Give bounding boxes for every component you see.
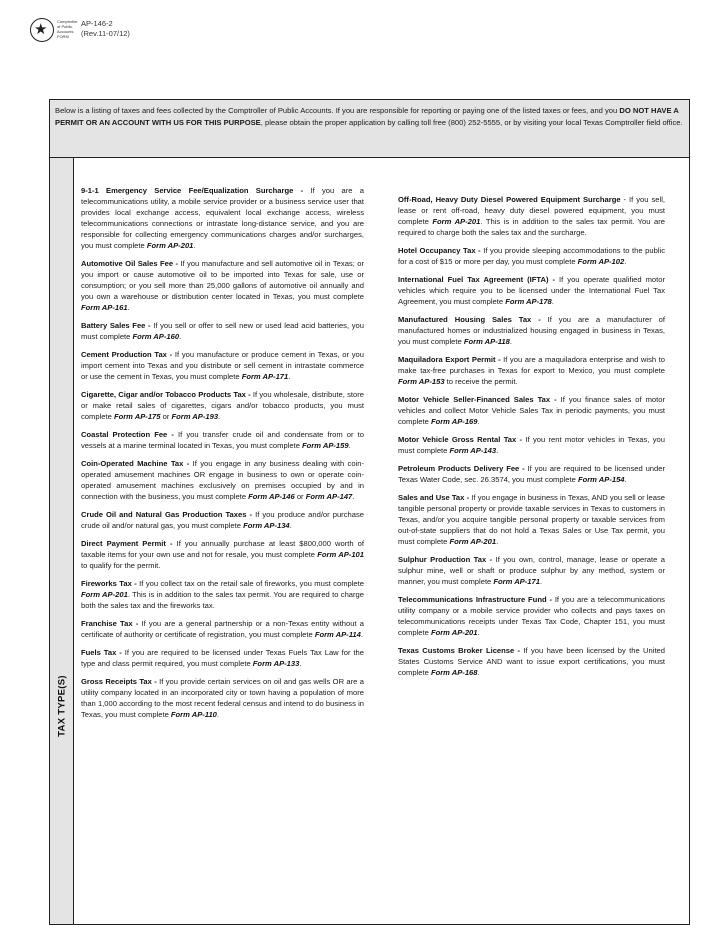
entry-title: Petroleum Products Delivery Fee - bbox=[398, 464, 525, 473]
entry-connector: or bbox=[160, 412, 172, 421]
entry-title: Fireworks Tax - bbox=[81, 579, 137, 588]
entry-text: If you are a manufacturer of manufactured homes or industrialized housing engaged in business in Texas, you must complete bbox=[398, 315, 665, 346]
entry-text-end: . bbox=[539, 577, 543, 586]
form-reference: Form AP-193 bbox=[171, 412, 219, 421]
entry-text: If you are a general partnership or a non-Texas entity without a certificate of authority or certificate of registration, you must complete bbox=[81, 619, 364, 639]
intro-box bbox=[50, 100, 689, 158]
entry-text-end: . bbox=[496, 537, 499, 546]
intro-emphasis: DO NOT HAVE A PERMIT OR AN ACCOUNT WITH US FOR THIS PURPOSE bbox=[55, 106, 679, 128]
entry-title: Sulphur Production Tax - bbox=[398, 555, 493, 564]
entry-text: If you finance sales of motor vehicles and collect Motor Vehicle Sales Tax in periodic payments, you must complete bbox=[398, 395, 665, 426]
entry-title: Hotel Occupancy Tax - bbox=[398, 246, 481, 255]
entry-text-end: . bbox=[352, 492, 355, 501]
entry-text: If you annually purchase at least $800,000 worth of taxable items for your own use and not for resale, you must complete bbox=[81, 539, 365, 559]
entry-text-end: . This is in addition to the sales tax permit. You are required to charge both the sales tax and the fireworks tax. bbox=[81, 590, 365, 610]
form-reference: Form AP-171 bbox=[493, 577, 540, 586]
tax-entry bbox=[398, 645, 665, 678]
right-column bbox=[398, 194, 665, 685]
entry-title: Direct Payment Permit - bbox=[81, 539, 173, 548]
tax-entry bbox=[81, 389, 364, 422]
star-icon: ★ bbox=[34, 21, 48, 38]
form-reference: Form AP-143 bbox=[449, 446, 497, 455]
agency-name: Comptroller of Public Accounts FORM bbox=[57, 19, 78, 39]
tax-entry bbox=[398, 314, 665, 347]
entry-connector: or bbox=[294, 492, 306, 501]
form-reference: Form AP-101 bbox=[317, 550, 364, 559]
tax-entry bbox=[81, 320, 364, 342]
tax-entry bbox=[398, 554, 665, 587]
entry-title: Crude Oil and Natural Gas Production Taxes - bbox=[81, 510, 253, 519]
form-reference: Form AP-154 bbox=[577, 475, 625, 484]
entry-text: If you provide sleeping accommodations to the public for a cost of $15 or more per day, you must complete bbox=[398, 246, 665, 266]
entry-title: Texas Customs Broker License - bbox=[398, 646, 521, 655]
form-reference: Form AP-114 bbox=[314, 630, 361, 639]
entry-title: Automotive Oil Sales Fee - bbox=[81, 259, 178, 268]
form-number: AP-146-2 bbox=[81, 19, 113, 28]
form-reference: Form AP-201 bbox=[432, 217, 481, 226]
tax-entry bbox=[398, 354, 665, 387]
form-reference: Form AP-161 bbox=[81, 303, 128, 312]
form-reference: Form AP-134 bbox=[243, 521, 290, 530]
tax-entry bbox=[81, 185, 364, 251]
entry-text: If you manufacture and sell automotive oil in Texas; or you import or cause automotive oil to be imported into Texas for sale, use or consumption; or you sell more than 25,000 gallons of automotive oil annually and you own a warehouse or distribution center located in Texas, you must complete bbox=[81, 259, 364, 301]
entry-text: If you own, control, manage, lease or operate a sulphur mine, well or shaft or produce sulphur by any method, system or manner, you must complete bbox=[398, 555, 665, 586]
entry-text: - If you sell, lease or rent off-road, heavy duty diesel powered equipment, you must complete bbox=[398, 195, 665, 226]
entry-text: If you provide certain services on oil and gas wells OR are a utility company located in an incorporated city or town having a population of more than 1,000 according to the most recent federal census and intend to do business in Texas, you must complete bbox=[81, 677, 364, 719]
entry-text-end: . bbox=[477, 668, 480, 677]
tax-entry bbox=[81, 349, 364, 382]
form-number-block bbox=[81, 19, 130, 39]
entry-text: If you are a telecommunications utility, a mobile service provider or a business service user that provides local exchange access, equivalent local exchange access, wireless telecommunications connections or intrastate long-distance service, and you are responsible for collecting emergency communications charges and/or surcharges, you must complete bbox=[81, 186, 365, 250]
tax-entry bbox=[81, 509, 364, 531]
entry-text-end: to qualify for the permit. bbox=[81, 561, 161, 570]
entry-text-end: . bbox=[289, 521, 292, 530]
form-reference: Form AP-118 bbox=[463, 337, 510, 346]
entry-text-end: . bbox=[477, 417, 480, 426]
form-reference: Form AP-160 bbox=[132, 332, 180, 341]
tax-entry bbox=[398, 492, 665, 547]
entry-title: Motor Vehicle Seller-Financed Sales Tax - bbox=[398, 395, 557, 404]
entry-text-end: . This is in addition to the sales tax permit. You are required to charge both the sales tax and the surcharge. bbox=[398, 217, 665, 237]
entry-text: If you produce and/or purchase crude oil and/or natural gas, you must complete bbox=[81, 510, 364, 530]
entry-text-end: . bbox=[624, 475, 627, 484]
entry-text-end: . bbox=[496, 446, 499, 455]
entry-title: Manufactured Housing Sales Tax - bbox=[398, 315, 541, 324]
entry-title: Telecommunications Infrastructure Fund - bbox=[398, 595, 552, 604]
entry-title: Gross Receipts Tax - bbox=[81, 677, 157, 686]
intro-text-end: , please obtain the proper application by calling toll free (800) 252-5555, or by visiting your local Texas Comptroller field office. bbox=[260, 118, 683, 128]
form-revision: (Rev.11-07/12) bbox=[81, 29, 130, 38]
entry-text-end: . bbox=[216, 710, 220, 719]
entry-title: 9-1-1 Emergency Service Fee/Equalization Surcharge - bbox=[81, 186, 304, 195]
form-reference: Form AP-102 bbox=[577, 257, 625, 266]
tax-entry bbox=[81, 538, 364, 571]
entry-text-end: . bbox=[193, 241, 196, 250]
form-reference: Form AP-201 bbox=[449, 537, 497, 546]
entry-title: Motor Vehicle Gross Rental Tax - bbox=[398, 435, 523, 444]
entry-text: If you operate qualified motor vehicles which require you to be licensed under the International Fuel Tax Agreement, you must complete bbox=[398, 275, 665, 306]
entry-text-end: . bbox=[299, 659, 302, 668]
entry-title: Sales and Use Tax - bbox=[398, 493, 470, 502]
tax-entry bbox=[81, 458, 364, 502]
entry-text: If you have been licensed by the United States Customs Service AND want to issue export certifications, you must complete bbox=[398, 646, 665, 677]
form-reference: Form AP-133 bbox=[252, 659, 300, 668]
entry-text: If you collect tax on the retail sale of fireworks, you must complete bbox=[136, 579, 364, 588]
tax-type-label: TAX TYPE(S) bbox=[56, 675, 68, 737]
entry-text-end: to receive the permit. bbox=[444, 377, 518, 386]
entry-text: If you sell or offer to sell new or used lead acid batteries, you must complete bbox=[81, 321, 364, 341]
form-reference: Form AP-153 bbox=[398, 377, 445, 386]
form-reference: Form AP-110 bbox=[170, 710, 217, 719]
tax-entry bbox=[398, 394, 665, 427]
form-reference: Form AP-159 bbox=[302, 441, 349, 450]
entry-text: If you engage in any business dealing with coin-operated amusement machines OR engage in business to own or operate coin-operated amusement machines exclusively on premises occupied by and in connection with the business, you must complete bbox=[81, 459, 364, 501]
form-reference: Form AP-168 bbox=[430, 668, 478, 677]
entry-text-end: . bbox=[624, 257, 627, 266]
entry-title: Coin-Operated Machine Tax - bbox=[81, 459, 190, 468]
entry-text: If you are required to be licensed under Texas Water Code, sec. 26.3574, you must complete bbox=[398, 464, 665, 484]
entry-text-end: . bbox=[509, 337, 512, 346]
entry-text-end: . bbox=[218, 412, 221, 421]
tax-entry bbox=[398, 245, 665, 267]
form-reference: Form AP-171 bbox=[241, 372, 289, 381]
form-reference: Form AP-147 bbox=[305, 492, 353, 501]
tax-entry bbox=[81, 429, 364, 451]
form-reference: Form AP-201 bbox=[430, 628, 478, 637]
tax-entry bbox=[398, 434, 665, 456]
left-column bbox=[81, 185, 364, 727]
intro-text: Below is a listing of taxes and fees collected by the Comptroller of Public Accounts. If you are responsible for reporting or paying one of the listed taxes or fees, and you bbox=[55, 106, 620, 115]
form-reference: Form AP-175 bbox=[113, 412, 161, 421]
entry-title: Cement Production Tax - bbox=[81, 350, 173, 359]
entry-title: Off-Road, Heavy Duty Diesel Powered Equipment Surcharge bbox=[398, 195, 621, 204]
entry-text-end: . bbox=[477, 628, 480, 637]
entry-title: Fuels Tax - bbox=[81, 648, 122, 657]
form-reference: Form AP-201 bbox=[146, 241, 194, 250]
tax-entry bbox=[398, 274, 665, 307]
entry-text-end: . bbox=[348, 441, 351, 450]
entry-text: If you wholesale, distribute, store or make retail sales of cigarettes, cigars and/or tobacco products, you must complete bbox=[81, 390, 364, 421]
form-reference: Form AP-201 bbox=[81, 590, 128, 599]
entry-title: Battery Sales Fee - bbox=[81, 321, 151, 330]
entry-text-end: . bbox=[551, 297, 554, 306]
tax-entry bbox=[81, 676, 364, 720]
entry-title: Franchise Tax - bbox=[81, 619, 139, 628]
tax-entry bbox=[81, 578, 364, 611]
entry-text-end: . bbox=[179, 332, 182, 341]
entry-text: If you are a telecommunications utility company or a mobile service provider who collects and pays taxes on telecommunications receipts under Texas Tax Code, Chapter 151, you must complete bbox=[398, 595, 665, 637]
entry-text: If you rent motor vehicles in Texas, you must complete bbox=[398, 435, 665, 455]
entry-text: If you transfer crude oil and condensate from or to vessels at a marine terminal located in Texas, you must complete bbox=[81, 430, 364, 450]
entry-text: If you are required to be licensed under Texas Fuels Tax Law for the type and class permit required, you must complete bbox=[81, 648, 364, 668]
tax-entry bbox=[398, 594, 665, 638]
form-reference: Form AP-178 bbox=[505, 297, 552, 306]
entry-text: If you engage in business in Texas, AND you sell or lease tangible personal property or provide taxable services in Texas to customers in Texas, and/or you acquire tangible personal property or taxable services from out-of-state suppliers that do not hold a Texas Sales or Use Tax permit, you must complete bbox=[398, 493, 665, 546]
entry-text: If you manufacture or produce cement in Texas, or you import cement into Texas and you distribute or sell cement in intrastate commerce or use the cement in Texas, you must complete bbox=[81, 350, 364, 381]
form-reference: Form AP-169 bbox=[430, 417, 478, 426]
form-reference: Form AP-146 bbox=[248, 492, 295, 501]
tax-entry bbox=[398, 463, 665, 485]
tax-entry bbox=[81, 258, 364, 313]
tax-entry bbox=[81, 618, 364, 640]
entry-title: Maquiladora Export Permit - bbox=[398, 355, 501, 364]
entry-title: International Fuel Tax Agreement (IFTA) - bbox=[398, 275, 556, 284]
tax-type-sidebar bbox=[50, 158, 74, 924]
form-header bbox=[30, 18, 330, 46]
tax-entry bbox=[398, 194, 665, 238]
entry-title: Cigarette, Cigar and/or Tobacco Products Tax - bbox=[81, 390, 251, 399]
entry-title: Coastal Protection Fee - bbox=[81, 430, 174, 439]
texas-seal-logo bbox=[30, 18, 54, 42]
entry-text-end: . bbox=[127, 303, 130, 312]
entry-text-end: . bbox=[360, 630, 363, 639]
entry-text: If you are a maquiladora enterprise and wish to make tax-free purchases in Texas for export to Mexico, you must complete bbox=[398, 355, 665, 375]
tax-entry bbox=[81, 647, 364, 669]
entry-text-end: . bbox=[288, 372, 291, 381]
